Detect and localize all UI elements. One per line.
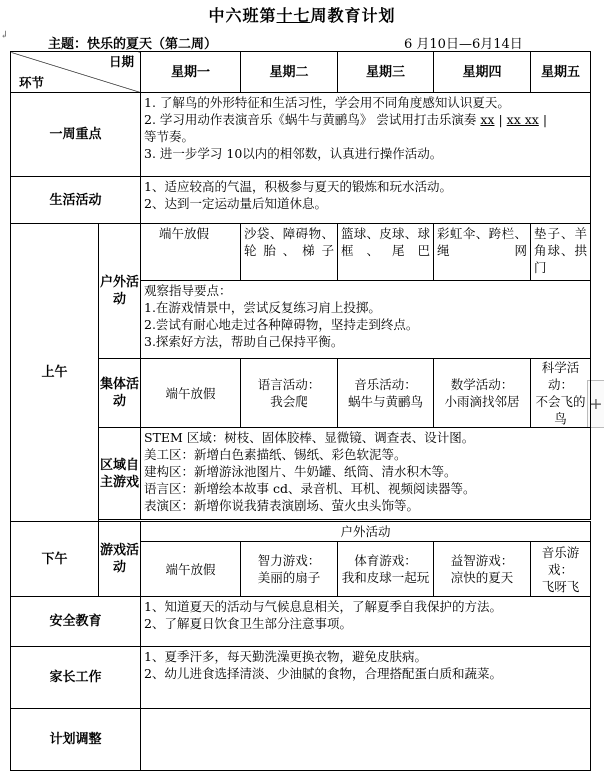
afternoon-cell: 音乐游戏： 飞呀飞 — [531, 542, 591, 597]
text-line: 3. 进一步学习 10以内的相邻数，认真进行操作活动。 — [144, 146, 443, 161]
text-line: STEM 区域：树枝、固体胶棒、显微镜、调查表、设计图。 — [144, 430, 475, 445]
group-cell: 音乐活动： 蜗牛与黄鹂鸟 — [338, 359, 434, 428]
area-content — [141, 428, 591, 520]
text-line: 语言区：新增绘本故事 cd、录音机、耳机、视频阅读器等。 — [144, 481, 476, 496]
text-line: 1、夏季汗多，每天勤洗澡更换衣物，避免皮肤病。 — [144, 649, 427, 664]
weekly-focus-row — [11, 93, 591, 177]
outdoor-guide — [141, 281, 591, 359]
outdoor-row — [11, 224, 591, 281]
text-line: 2、了解夏日饮食卫生部分注意事项。 — [144, 616, 352, 631]
afternoon-cell: 体育游戏： 我和皮球一起玩 — [338, 542, 434, 597]
title-suffix: 周教育计划 — [310, 6, 396, 25]
add-icon[interactable]: + — [587, 380, 604, 428]
day-header: 星期五 — [531, 52, 591, 93]
text-line: 2、达到一定运动量后知道休息。 — [144, 196, 327, 211]
group-cell: 语言活动： 我会爬 — [241, 359, 338, 428]
day-header: 星期二 — [241, 52, 338, 93]
plan-table — [10, 51, 591, 771]
text-line: 1. 了解鸟的外形特征和生活习性，学会用不同角度感知认识夏天。 — [144, 95, 510, 110]
outdoor-label: 户外活动 — [99, 224, 141, 359]
text-line: 1.在游戏情景中，尝试反复练习肩上投掷。 — [144, 300, 381, 315]
text-line: 2. 学习用动作表演音乐《蜗牛与黄鹂鸟》 尝试用打击乐演奏 xx | xx xx | — [144, 112, 548, 127]
header-corner — [11, 52, 141, 93]
group-cell: 数学活动： 小雨滴找邻居 — [434, 359, 531, 428]
parents-row — [11, 647, 591, 709]
text-line: 2、幼儿进食选择清淡、少油腻的食物，合理搭配蛋白质和蔬菜。 — [144, 666, 502, 681]
morning-label: 上午 — [11, 224, 99, 522]
day-header: 星期一 — [141, 52, 241, 93]
rhythm-notation: xx xx — [506, 112, 539, 127]
outdoor-cell: 篮球、皮球、球框、尾巴 — [338, 224, 434, 281]
adjust-content[interactable] — [141, 709, 591, 771]
theme-line: 主题：快乐的夏天（第二周） — [48, 37, 218, 52]
text-line: 表演区：新增你说我猜表演剧场、萤火虫头饰等。 — [144, 498, 420, 513]
safety-row — [11, 597, 591, 647]
afternoon-top-row — [11, 522, 591, 542]
group-label: 集体活动 — [99, 359, 141, 428]
outdoor-cell: 垫子、羊角球、拱门 — [531, 224, 591, 281]
text-line: 观察指导要点： — [144, 283, 232, 298]
daily-life-row — [11, 177, 591, 224]
text-line: 等节奏。 — [144, 129, 195, 144]
afternoon-label: 下午 — [11, 522, 99, 597]
afternoon-outdoor: 户外活动 — [141, 522, 591, 542]
daily-life-content — [141, 177, 591, 224]
return-arrow-icon: ↲ — [0, 30, 9, 41]
text-line: 1、适应较高的气温，积极参与夏天的锻炼和玩水活动。 — [144, 179, 452, 194]
page-title — [0, 3, 604, 26]
adjust-row — [11, 709, 591, 771]
text-line: 1、知道夏天的活动与气候息息相关，了解夏季自我保护的方法。 — [144, 599, 502, 614]
afternoon-game-label: 游戏活动 — [99, 522, 141, 597]
parents-content — [141, 647, 591, 709]
outdoor-cell: 端午放假 — [141, 224, 241, 281]
header-date-label: 日期 — [108, 54, 134, 69]
title-prefix: 中六班第 — [208, 6, 277, 25]
group-cell: 端午放假 — [141, 359, 241, 428]
text-line: 美工区：新增白色素描纸、锡纸、彩色软泥等。 — [144, 447, 407, 462]
area-label: 区域自主游戏 — [99, 428, 141, 520]
parents-label: 家长工作 — [11, 647, 141, 709]
header-section-label: 环节 — [19, 75, 45, 90]
text-line: 建构区：新增游泳池图片、牛奶罐、纸筒、清水积木等。 — [144, 464, 457, 479]
afternoon-cell: 益智游戏： 凉快的夏天 — [434, 542, 531, 597]
group-cell: 科学活动： 不会飞的鸟 — [531, 359, 591, 428]
header-row — [11, 52, 591, 93]
outdoor-cell: 彩虹伞、跨栏、绳网 — [434, 224, 531, 281]
day-header: 星期四 — [434, 52, 531, 93]
text-line: 2.尝试有耐心地走过各种障碍物，坚持走到终点。 — [144, 317, 419, 332]
weekly-focus-label: 一周重点 — [11, 93, 141, 177]
outdoor-cell: 沙袋、障碍物、轮胎、梯子 — [241, 224, 338, 281]
daily-life-label: 生活活动 — [11, 177, 141, 224]
rhythm-notation: xx — [480, 112, 495, 127]
title-week: 十七 — [276, 6, 311, 25]
adjust-label: 计划调整 — [11, 709, 141, 771]
safety-label: 安全教育 — [11, 597, 141, 647]
date-range: 6 月10日—6月14日 — [404, 37, 523, 52]
afternoon-cell: 智力游戏： 美丽的扇子 — [241, 542, 338, 597]
safety-content — [141, 597, 591, 647]
text-line: 3.探索好方法，帮助自己保持平衡。 — [144, 334, 344, 349]
weekly-focus-content — [141, 93, 591, 177]
afternoon-cell: 端午放假 — [141, 542, 241, 597]
day-header: 星期三 — [338, 52, 434, 93]
